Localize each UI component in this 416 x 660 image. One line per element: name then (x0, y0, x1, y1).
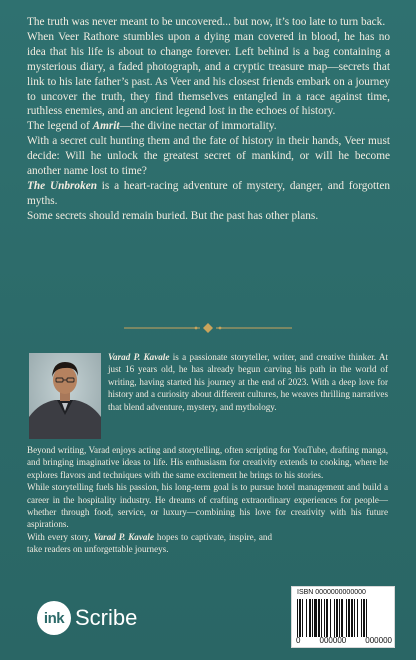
barcode-digit-group: 000000 (365, 636, 392, 645)
barcode-stripe (309, 599, 311, 637)
blurb-emphasis: Amrit (92, 120, 120, 133)
bio-text: hopes to captivate, inspire, and take readers on unforgettable journeys. (27, 531, 272, 555)
blurb-text: —the divine nectar of immortality. (119, 120, 277, 133)
barcode-stripe (351, 599, 353, 637)
barcode-stripe (363, 599, 365, 637)
barcode-stripe (314, 599, 317, 637)
barcode-stripe (341, 599, 343, 637)
barcode-stripe (366, 599, 367, 637)
barcode-stripe (361, 599, 362, 637)
barcode-stripe (348, 599, 350, 637)
ornamental-divider (124, 323, 292, 333)
blurb-text: is a heart-racing adventure of mystery, danger, and forgotten myths. (27, 179, 390, 207)
bio-paragraph (108, 351, 388, 413)
bio-paragraph: Beyond writing, Varad enjoys acting and storytelling, often scripting for YouTube, drafting manga, and bringing imaginative ideas to life. His enthusiasm for creativity extends to cooking, where he explores flavors and techniques with the same excitement he brings to his stories. (27, 445, 388, 480)
blurb-paragraph: With a secret cult hunting them and the fate of history in their hands, Veer must decide: Will he unlock the greatest secret of mankind, or will he become another name lost to time? (27, 135, 390, 178)
barcode-stripe (312, 599, 313, 637)
barcode-stripe (324, 599, 325, 637)
isbn-label: ISBN 0000000000000 (297, 589, 366, 596)
barcode-stripe (321, 599, 322, 637)
barcode-digits (296, 636, 392, 645)
barcode-stripe (306, 599, 307, 637)
barcode-stripe (334, 599, 335, 637)
barcode-stripe (330, 599, 331, 637)
barcode-stripe (326, 599, 328, 637)
barcode-stripe (299, 599, 301, 637)
blurb-paragraph (27, 179, 390, 209)
blurb-paragraph (27, 119, 390, 134)
blurb-paragraph: The truth was never meant to be uncovered... but now, it’s too late to turn back. (27, 16, 386, 28)
blurb-text: The legend of (27, 120, 93, 133)
author-photo (29, 353, 101, 439)
barcode-stripe (339, 599, 340, 637)
barcode-stripe (354, 599, 355, 637)
publisher-name: Scribe (75, 605, 138, 630)
publisher-logo (37, 601, 137, 635)
barcode-stripe (336, 599, 338, 637)
barcode-stripe (318, 599, 320, 637)
barcode-bars (297, 599, 390, 637)
barcode-digit-group: 0 (296, 636, 301, 645)
barcode-digit-group: 000000 (319, 636, 347, 645)
bio-text: is a passionate storyteller, writer, and creative thinker. At just 16 years old, he has already begun carving his path in the world of writing, having started his journey at the end of 2023. With a deep love for history and a curiosity about different cultures, he weaves thrilling narratives that blend adventure, mystery, and mythology. (108, 352, 388, 412)
publisher-logo-badge: ink (37, 601, 71, 635)
isbn-barcode (291, 586, 395, 648)
barcode-stripe (302, 599, 303, 637)
barcode-stripe (297, 599, 298, 637)
blurb-paragraph: When Veer Rathore stumbles upon a dying man covered in blood, he has no idea that his life is about to change forever. Left behind is a bag containing a mysterious diary, a faded photograph, and a cryptic treasure map—secrets that link to his late father’s past. As Veer and his closest friends embark on a journey to uncover the truth, they find themselves entangled in a race against time, ruthless enemies, and an ancient legend lost in the echoes of history. (27, 30, 390, 118)
author-name: Varad P. Kavale (108, 352, 170, 362)
author-bio-intro (108, 351, 388, 413)
blurb-paragraph: Some secrets should remain buried. But the past has other plans. (27, 209, 319, 222)
bio-paragraph: While storytelling fuels his passion, his long-term goal is to pursue hotel management and build a career in the hospitality industry. He dreams of crafting extraordinary experiences for people—whether through food, service, or luxury—combining his love for creativity with his future aspirations. (27, 482, 388, 530)
book-blurb (27, 15, 390, 224)
bio-paragraph (27, 531, 272, 556)
barcode-stripe (346, 599, 347, 637)
bio-text: With every story, (27, 531, 94, 542)
author-name: Varad P. Kavale (93, 531, 154, 542)
barcode-stripe (357, 599, 358, 637)
book-title-mention: The Unbroken (27, 179, 98, 192)
author-bio (27, 444, 388, 556)
